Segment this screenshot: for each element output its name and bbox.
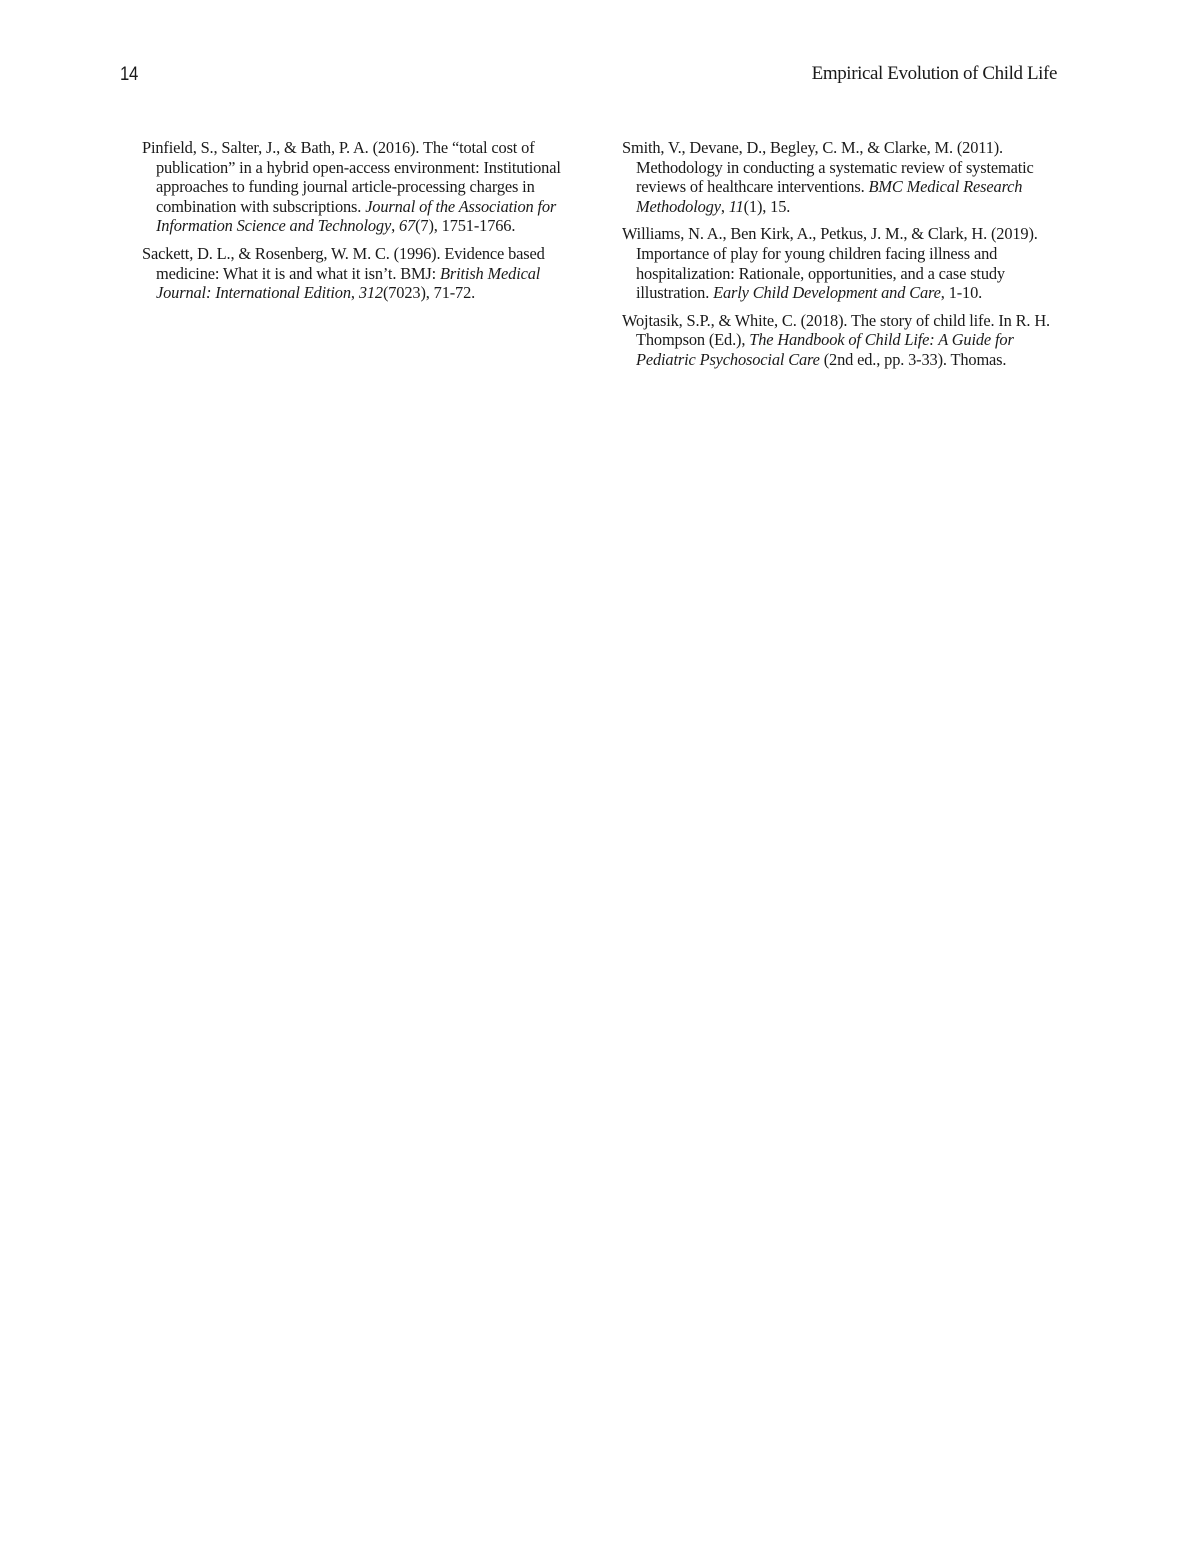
reference-text: (2nd ed., pp. 3-33). Thomas. <box>819 349 1007 369</box>
running-header-title: Empirical Evolution of Child Life <box>811 63 1057 84</box>
reference-text: Pinfield, S., Salter, J., & Bath, P. A. (2016). The “total cost of publication” in a hybrid open-access environment: Institutional approaches to funding journal article-processing charges in combination with subscriptions. <box>142 138 561 216</box>
reference-journal-title: Journal of the Association for Information Science and Technology <box>156 196 557 236</box>
reference-entry <box>142 244 574 303</box>
reference-text: Smith, V., Devane, D., Begley, C. M., & Clarke, M. (2011). Methodology in conducting a systematic review of systematic reviews of healthcare interventions. <box>622 138 1034 197</box>
reference-book-title: The Handbook of Child Life: A Guide for Pediatric Psychosocial Care <box>636 330 1014 369</box>
reference-text: , <box>391 216 400 236</box>
reference-text: (7), 1751-1766. <box>415 216 516 236</box>
reference-journal-title: British Medical Journal: International Edition <box>156 263 541 303</box>
reference-volume: 312 <box>358 283 383 303</box>
reference-entry <box>622 138 1060 216</box>
reference-journal-title: BMC Medical Research Methodology <box>636 177 1023 216</box>
reference-text: (1), 15. <box>743 196 791 216</box>
page-number: 14 <box>120 64 139 85</box>
reference-entry <box>142 138 574 236</box>
reference-entry <box>622 311 1060 370</box>
reference-entry <box>622 224 1060 302</box>
references-left-column <box>142 138 574 311</box>
reference-text: Williams, N. A., Ben Kirk, A., Petkus, J. M., & Clark, H. (2019). Importance of play for young children facing illness and hospitalization: Rationale, opportunities, and a case study illustration. <box>622 224 1038 303</box>
reference-text: (7023), 71-72. <box>382 283 476 303</box>
reference-volume: 11 <box>728 196 744 216</box>
reference-text: , <box>350 283 359 303</box>
reference-text: Sackett, D. L., & Rosenberg, W. M. C. (1996). Evidence based medicine: What it is and what it isn’t. BMJ: <box>142 243 545 283</box>
references-right-column <box>622 138 1060 378</box>
reference-text: , <box>720 196 729 216</box>
reference-text: Wojtasik, S.P., & White, C. (2018). The story of child life. In R. H. Thompson (Ed.), <box>622 310 1050 350</box>
reference-journal-title: Early Child Development and Care <box>713 283 941 303</box>
reference-text: , 1-10. <box>940 283 983 303</box>
reference-volume: 67 <box>399 216 416 236</box>
